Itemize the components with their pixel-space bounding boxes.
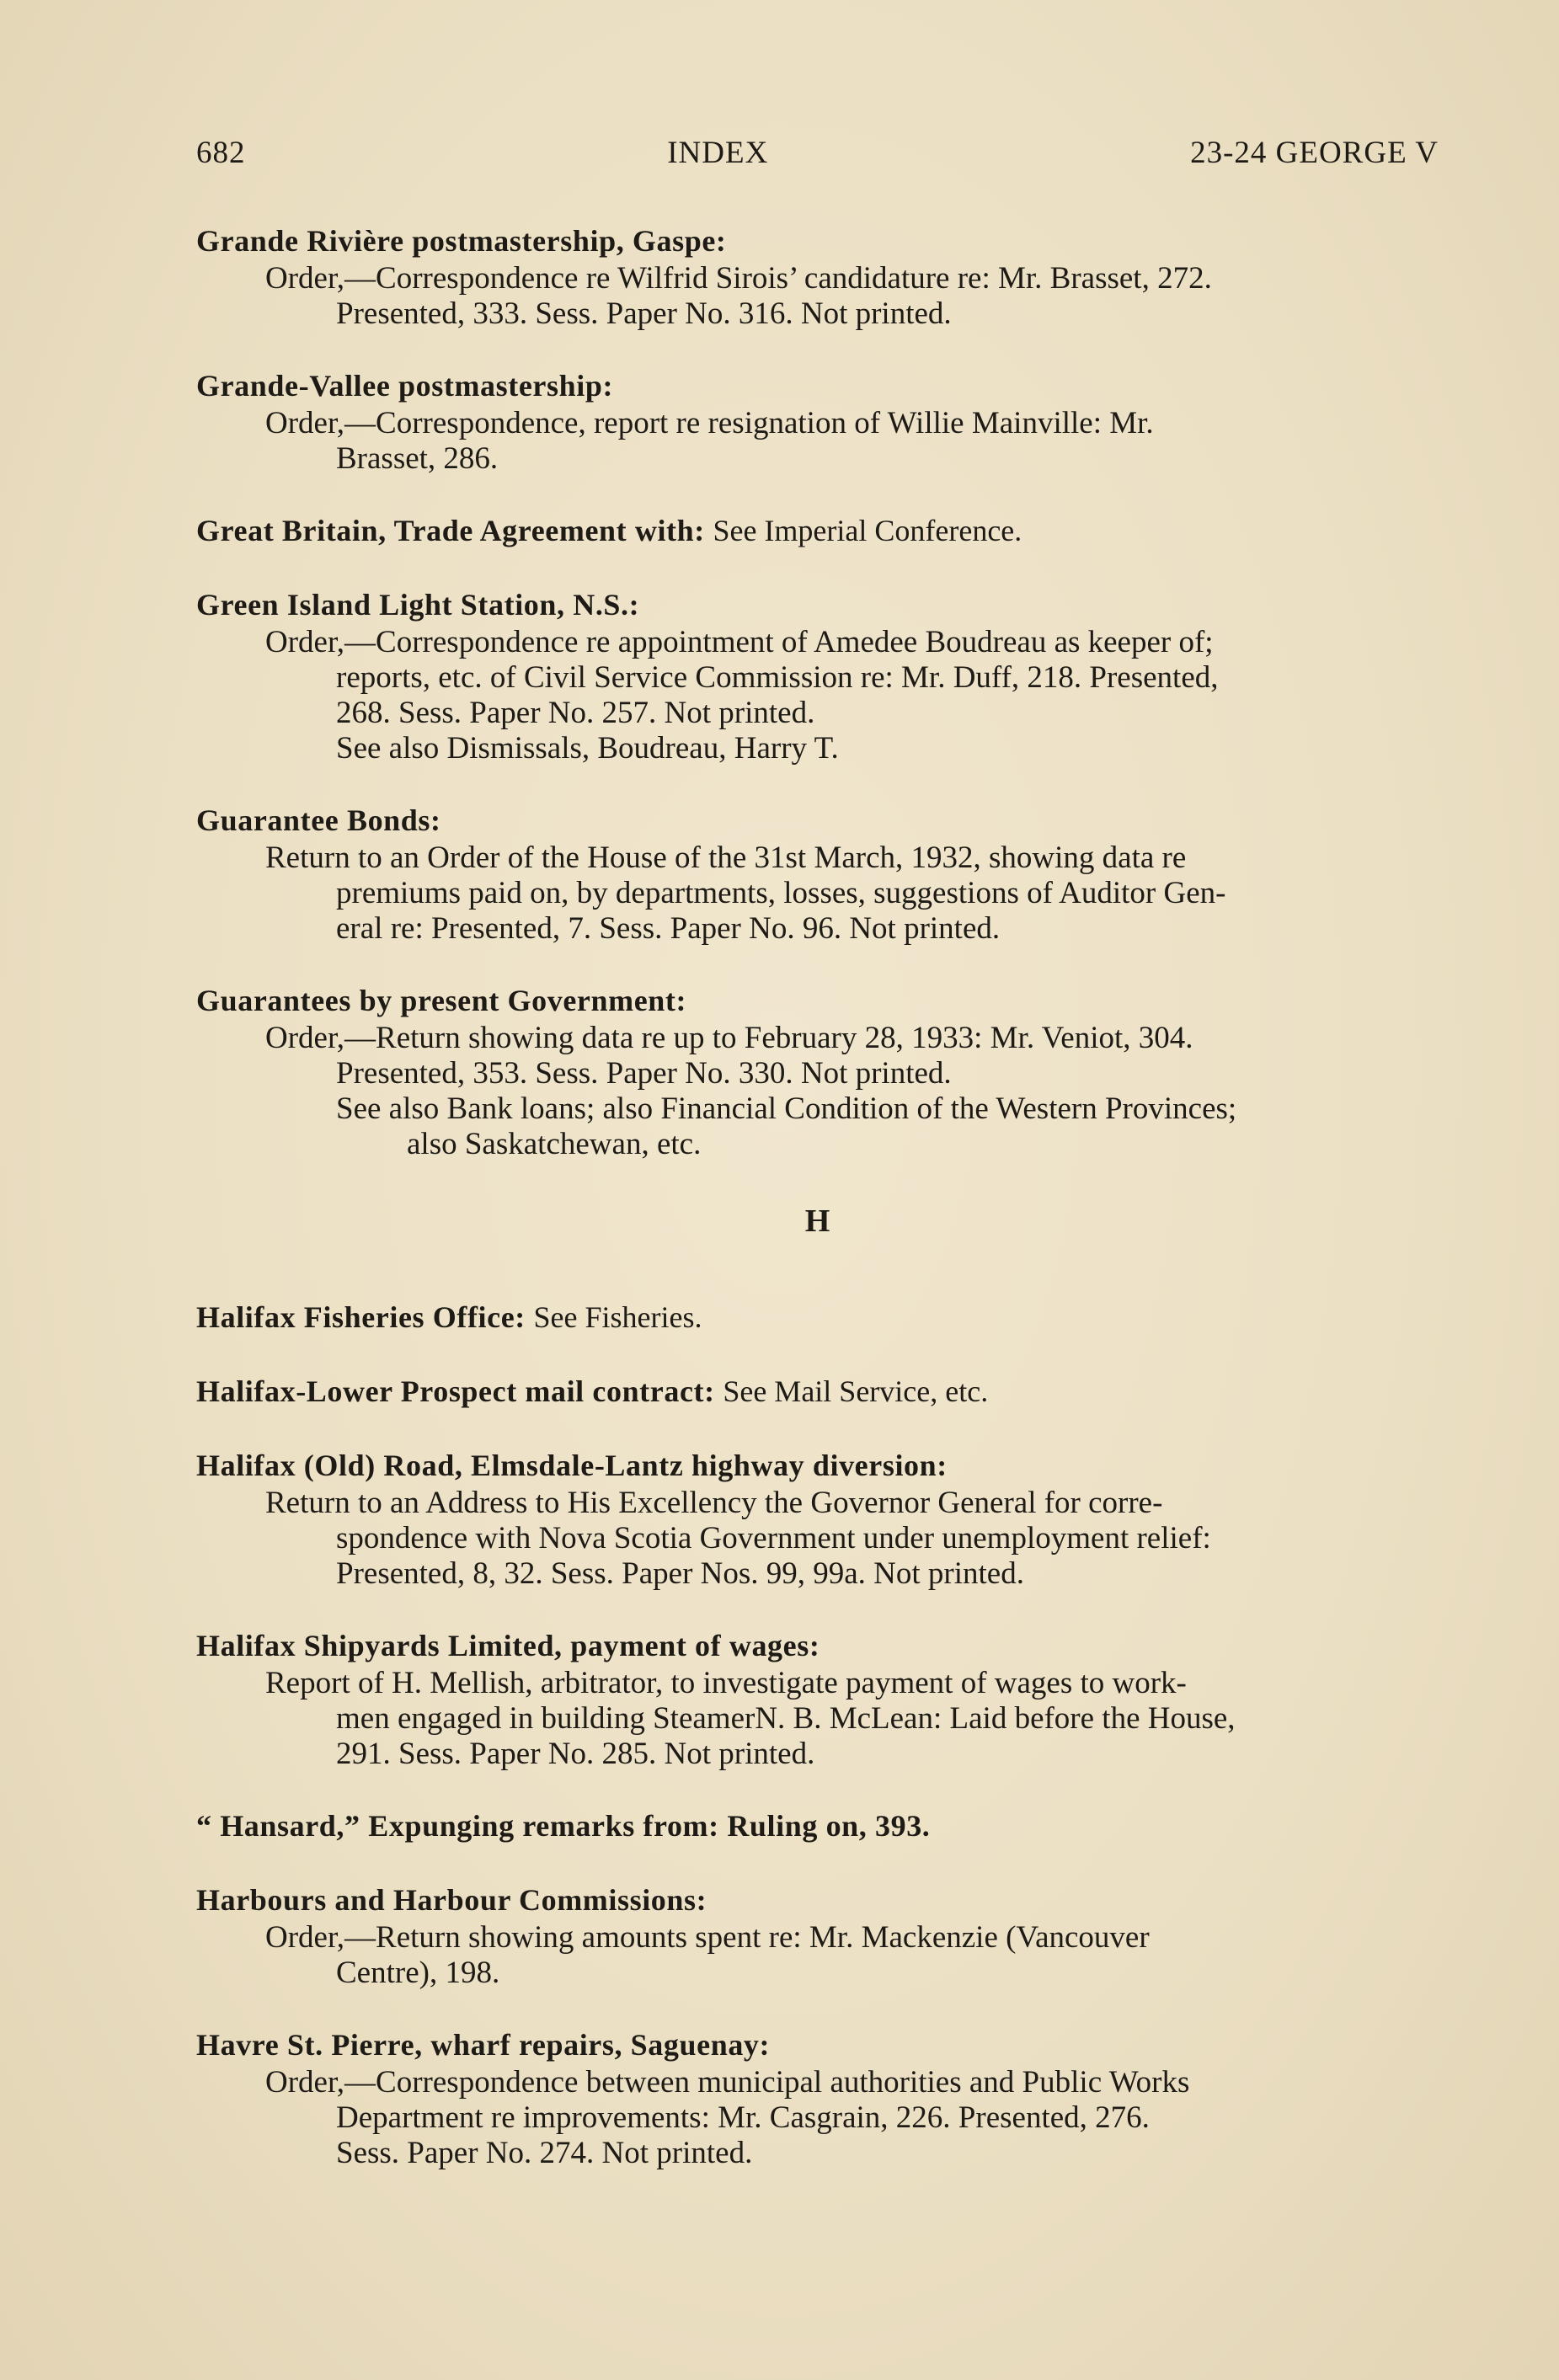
entry-line: Order,—Return showing data re up to February 28, 1933: Mr. Veniot, 304. [265, 1021, 1193, 1055]
entry-heading: Guarantees by present Government: [196, 984, 687, 1017]
entry-heading [196, 510, 1439, 551]
index-entry [196, 1297, 1439, 1337]
entry-body [196, 625, 1439, 766]
entry-line: men engaged in building SteamerN. B. McLean: Laid before the House, [336, 1701, 1236, 1736]
see-also-line: also Saskatchewan, etc. [407, 1127, 702, 1161]
entry-heading: Halifax (Old) Road, Elmsdale-Lantz highway diversion: [196, 1449, 948, 1482]
entry-line: Presented, 8, 32. Sess. Paper Nos. 99, 99a. Not printed. [336, 1556, 1024, 1591]
entry-body [196, 406, 1439, 477]
entry-heading [196, 1297, 1439, 1337]
entry-line: Return to an Order of the House of the 31st March, 1932, showing data re [265, 840, 1187, 875]
entry-line: Order,—Correspondence, report re resignation of Willie Mainville: Mr. [265, 406, 1154, 440]
entry-line: Order,—Correspondence re Wilfrid Sirois’ candidature re: Mr. Brasset, 272. [265, 261, 1212, 296]
entry-line: reports, etc. of Civil Service Commission re: Mr. Duff, 218. Presented, [336, 660, 1219, 695]
index-entry [196, 221, 1439, 332]
index-content [196, 221, 1439, 2205]
entry-line: Centre), 198. [336, 1956, 500, 1990]
index-entry [196, 800, 1439, 947]
see-also-line: See also Bank loans; also Financial Condition of the Western Provinces; [336, 1091, 1237, 1126]
index-entry [196, 2025, 1439, 2171]
page-number: 682 [196, 136, 246, 170]
entry-heading: Grande Rivière postmastership, Gaspe: [196, 224, 727, 258]
entry-heading-text: Halifax Fisheries Office: [196, 1300, 526, 1334]
entry-heading: Havre St. Pierre, wharf repairs, Saguenay: [196, 2028, 771, 2062]
entry-body [196, 1021, 1439, 1162]
section-letter: H [804, 1203, 830, 1239]
entry-body [196, 1666, 1439, 1772]
see-reference: See Mail Service, etc. [723, 1374, 989, 1408]
entry-body [196, 261, 1439, 332]
entry-body [196, 2065, 1439, 2171]
entry-line: Brasset, 286. [336, 441, 499, 476]
entry-line: Sess. Paper No. 274. Not printed. [336, 2136, 753, 2170]
index-entry [196, 980, 1439, 1162]
entry-body [196, 1920, 1439, 1991]
entry-line: Department re improvements: Mr. Casgrain, 226. Presented, 276. [336, 2100, 1150, 2135]
entry-line: spondence with Nova Scotia Government under unemployment relief: [336, 1521, 1211, 1556]
volume-label: 23-24 GEORGE V [1190, 136, 1439, 170]
entry-line: eral re: Presented, 7. Sess. Paper No. 96. Not printed. [336, 911, 1001, 946]
entry-line: Return to an Address to His Excellency the Governor General for corre- [265, 1486, 1163, 1520]
see-reference: See Fisheries. [533, 1300, 702, 1334]
entry-heading-text: Great Britain, Trade Agreement with: [196, 514, 705, 547]
entry-heading: Guarantee Bonds: [196, 803, 441, 837]
entry-body [196, 840, 1439, 947]
entry-line: Report of H. Mellish, arbitrator, to investigate payment of wages to work- [265, 1666, 1187, 1700]
entry-line: Order,—Return showing amounts spent re: Mr. Mackenzie (Vancouver [265, 1920, 1150, 1955]
index-entry [196, 1445, 1439, 1592]
entry-heading: Grande-Vallee postmastership: [196, 369, 614, 403]
see-reference: See Imperial Conference. [713, 514, 1022, 547]
index-entry [196, 1625, 1439, 1772]
entry-heading: “ Hansard,” Expunging remarks from: Ruling on, 393. [196, 1809, 931, 1843]
index-entry [196, 1880, 1439, 1991]
entry-line: 268. Sess. Paper No. 257. Not printed. [336, 696, 815, 730]
entry-heading: Green Island Light Station, N.S.: [196, 588, 640, 622]
entry-line: 291. Sess. Paper No. 285. Not printed. [336, 1737, 815, 1771]
entry-heading [196, 1371, 1439, 1411]
entry-heading: Harbours and Harbour Commissions: [196, 1883, 707, 1917]
entry-line: premiums paid on, by departments, losses, suggestions of Auditor Gen- [336, 876, 1226, 910]
entry-heading-text: Halifax-Lower Prospect mail contract: [196, 1374, 715, 1408]
entry-line: Order,—Correspondence between municipal authorities and Public Works [265, 2065, 1190, 2100]
running-head [196, 135, 1439, 171]
see-also-line: See also Dismissals, Boudreau, Harry T. [336, 731, 839, 766]
index-entry [196, 366, 1439, 477]
entry-line: Order,—Correspondence re appointment of Amedee Boudreau as keeper of; [265, 625, 1214, 659]
entry-line: Presented, 333. Sess. Paper No. 316. Not printed. [336, 296, 952, 331]
page-title: INDEX [667, 136, 769, 170]
entry-line: Presented, 353. Sess. Paper No. 330. Not printed. [336, 1056, 952, 1091]
index-entry [196, 1371, 1439, 1411]
entry-heading: Halifax Shipyards Limited, payment of wages: [196, 1629, 820, 1662]
index-entry [196, 510, 1439, 551]
entry-body [196, 1486, 1439, 1592]
index-entry [196, 1806, 1439, 1846]
index-entry [196, 584, 1439, 766]
